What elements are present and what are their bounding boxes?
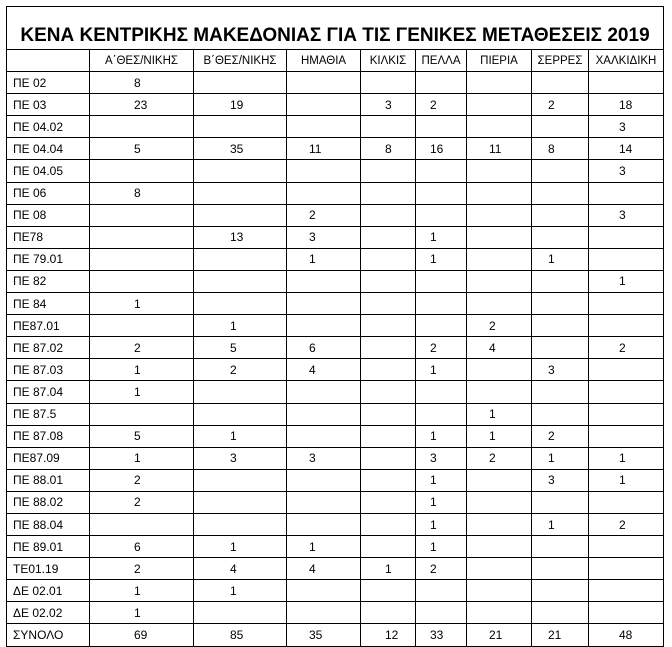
cell-value[interactable]: 3 — [361, 94, 416, 116]
header-row — [7, 50, 664, 72]
cell-value[interactable]: 35 — [194, 138, 287, 160]
row-label[interactable]: ΤΕ01.19 — [7, 558, 90, 580]
cell-value[interactable]: 1 — [361, 558, 416, 580]
cell-value[interactable] — [361, 293, 416, 315]
cell-value[interactable]: 1 — [416, 536, 467, 558]
cell-value[interactable]: 1 — [416, 513, 467, 535]
row-label[interactable]: ΠΕ 08 — [7, 204, 90, 226]
table-row — [7, 580, 664, 602]
column-header[interactable]: ΗΜΑΘΙΑ — [287, 50, 361, 72]
cell-value[interactable] — [532, 293, 589, 315]
cell-value[interactable] — [589, 359, 664, 381]
cell-value[interactable] — [416, 116, 467, 138]
cell-value[interactable]: 12 — [361, 624, 416, 646]
cell-value[interactable]: 2 — [416, 337, 467, 359]
cell-value[interactable]: 3 — [287, 226, 361, 248]
cell-value[interactable] — [416, 270, 467, 292]
spreadsheet — [6, 6, 663, 647]
cell-value[interactable] — [467, 226, 532, 248]
cell-value[interactable] — [361, 447, 416, 469]
cell-value[interactable] — [361, 248, 416, 270]
cell-value[interactable] — [287, 425, 361, 447]
cell-value[interactable] — [361, 425, 416, 447]
table-row — [7, 447, 664, 469]
cell-value[interactable] — [589, 182, 664, 204]
row-label[interactable]: ΠΕ 79.01 — [7, 248, 90, 270]
cell-value[interactable] — [416, 293, 467, 315]
cell-value[interactable] — [287, 270, 361, 292]
cell-value[interactable]: 6 — [287, 337, 361, 359]
cell-value[interactable] — [416, 381, 467, 403]
cell-value[interactable] — [194, 469, 287, 491]
cell-value[interactable]: 3 — [194, 447, 287, 469]
cell-value[interactable] — [361, 204, 416, 226]
cell-value[interactable] — [194, 513, 287, 535]
cell-value[interactable] — [532, 182, 589, 204]
table-row — [7, 293, 664, 315]
cell-value[interactable]: 6 — [90, 536, 194, 558]
cell-value[interactable] — [416, 315, 467, 337]
row-label[interactable]: ΠΕ 87.04 — [7, 381, 90, 403]
cell-value[interactable]: 2 — [532, 94, 589, 116]
cell-value[interactable]: 1 — [589, 447, 664, 469]
cell-value[interactable] — [194, 72, 287, 94]
column-header[interactable]: ΠΕΛΛΑ — [416, 50, 467, 72]
cell-value[interactable]: 1 — [287, 536, 361, 558]
cell-value[interactable]: 2 — [90, 469, 194, 491]
column-header[interactable]: Α΄ΘΕΣ/ΝΙΚΗΣ — [90, 50, 194, 72]
cell-value[interactable]: 4 — [194, 558, 287, 580]
cell-value[interactable] — [90, 270, 194, 292]
cell-value[interactable] — [90, 160, 194, 182]
cell-value[interactable]: 1 — [589, 270, 664, 292]
cell-value[interactable]: 1 — [194, 425, 287, 447]
cell-value[interactable] — [532, 536, 589, 558]
table-row — [7, 160, 664, 182]
cell-value[interactable] — [361, 182, 416, 204]
table-row — [7, 226, 664, 248]
cell-value[interactable]: 1 — [416, 491, 467, 513]
cell-value[interactable] — [287, 315, 361, 337]
row-label[interactable]: ΠΕ 84 — [7, 293, 90, 315]
cell-value[interactable] — [416, 602, 467, 624]
cell-value[interactable] — [287, 381, 361, 403]
row-label[interactable]: ΠΕ 88.02 — [7, 491, 90, 513]
cell-value[interactable] — [90, 116, 194, 138]
cell-value[interactable]: 33 — [416, 624, 467, 646]
cell-value[interactable]: 1 — [416, 359, 467, 381]
row-label[interactable]: ΠΕ 03 — [7, 94, 90, 116]
cell-value[interactable] — [90, 248, 194, 270]
cell-value[interactable]: 2 — [467, 447, 532, 469]
row-label[interactable]: ΠΕ 87.03 — [7, 359, 90, 381]
cell-value[interactable]: 3 — [416, 447, 467, 469]
cell-value[interactable]: 2 — [90, 491, 194, 513]
cell-value[interactable] — [287, 116, 361, 138]
cell-value[interactable] — [90, 226, 194, 248]
cell-value[interactable]: 2 — [90, 558, 194, 580]
cell-value[interactable] — [90, 403, 194, 425]
cell-value[interactable] — [361, 116, 416, 138]
cell-value[interactable]: 2 — [90, 337, 194, 359]
cell-value[interactable] — [361, 469, 416, 491]
cell-value[interactable]: 1 — [416, 425, 467, 447]
vacancies-table — [6, 6, 664, 647]
cell-value[interactable] — [467, 558, 532, 580]
cell-value[interactable] — [361, 270, 416, 292]
cell-value[interactable]: 69 — [90, 624, 194, 646]
cell-value[interactable] — [467, 602, 532, 624]
row-label[interactable]: ΠΕ78 — [7, 226, 90, 248]
cell-value[interactable]: 8 — [532, 138, 589, 160]
cell-value[interactable] — [532, 315, 589, 337]
column-header[interactable]: ΧΑΛΚΙΔΙΚΗ — [589, 50, 664, 72]
cell-value[interactable]: 21 — [467, 624, 532, 646]
total-row — [7, 624, 664, 646]
cell-value[interactable] — [589, 558, 664, 580]
cell-value[interactable] — [467, 359, 532, 381]
cell-value[interactable] — [361, 359, 416, 381]
cell-value[interactable]: 2 — [467, 315, 532, 337]
cell-value[interactable] — [589, 315, 664, 337]
cell-value[interactable]: 2 — [416, 94, 467, 116]
cell-value[interactable]: 23 — [90, 94, 194, 116]
cell-value[interactable] — [287, 72, 361, 94]
cell-value[interactable] — [361, 491, 416, 513]
table-row — [7, 116, 664, 138]
cell-value[interactable] — [361, 580, 416, 602]
cell-value[interactable] — [532, 116, 589, 138]
table-row — [7, 248, 664, 270]
cell-value[interactable]: 1 — [532, 248, 589, 270]
cell-value[interactable]: 13 — [194, 226, 287, 248]
cell-value[interactable]: 1 — [467, 403, 532, 425]
cell-value[interactable]: 1 — [90, 447, 194, 469]
cell-value[interactable] — [361, 226, 416, 248]
cell-value[interactable] — [416, 403, 467, 425]
cell-value[interactable] — [361, 602, 416, 624]
cell-value[interactable] — [589, 536, 664, 558]
cell-value[interactable] — [589, 248, 664, 270]
column-header[interactable]: ΣΕΡΡΕΣ — [532, 50, 589, 72]
cell-value[interactable] — [194, 293, 287, 315]
cell-value[interactable] — [361, 403, 416, 425]
cell-value[interactable]: 18 — [589, 94, 664, 116]
table-row — [7, 337, 664, 359]
cell-value[interactable]: 85 — [194, 624, 287, 646]
table-row — [7, 469, 664, 491]
row-label[interactable]: ΠΕ 87.02 — [7, 337, 90, 359]
cell-value[interactable]: 1 — [90, 293, 194, 315]
cell-value[interactable]: 2 — [287, 204, 361, 226]
row-label[interactable]: ΠΕ 87.08 — [7, 425, 90, 447]
cell-value[interactable]: 3 — [589, 116, 664, 138]
cell-value[interactable] — [532, 403, 589, 425]
cell-value[interactable] — [532, 204, 589, 226]
cell-value[interactable]: 3 — [287, 447, 361, 469]
cell-value[interactable]: 1 — [90, 359, 194, 381]
cell-value[interactable] — [287, 160, 361, 182]
cell-value[interactable] — [589, 72, 664, 94]
cell-value[interactable] — [467, 491, 532, 513]
cell-value[interactable] — [194, 204, 287, 226]
header-corner[interactable] — [7, 50, 90, 72]
cell-value[interactable] — [194, 248, 287, 270]
cell-value[interactable] — [532, 337, 589, 359]
cell-value[interactable] — [467, 94, 532, 116]
cell-value[interactable] — [532, 160, 589, 182]
column-header[interactable]: ΚΙΛΚΙΣ — [361, 50, 416, 72]
cell-value[interactable] — [467, 248, 532, 270]
cell-value[interactable] — [532, 381, 589, 403]
cell-value[interactable]: 35 — [287, 624, 361, 646]
cell-value[interactable] — [416, 204, 467, 226]
cell-value[interactable] — [532, 491, 589, 513]
table-row — [7, 94, 664, 116]
row-label[interactable]: ΠΕ 02 — [7, 72, 90, 94]
cell-value[interactable] — [287, 182, 361, 204]
table-row — [7, 558, 664, 580]
cell-value[interactable]: 3 — [532, 359, 589, 381]
cell-value[interactable]: 1 — [194, 315, 287, 337]
cell-value[interactable] — [416, 160, 467, 182]
cell-value[interactable]: 1 — [194, 536, 287, 558]
cell-value[interactable]: 1 — [416, 226, 467, 248]
cell-value[interactable] — [532, 602, 589, 624]
cell-value[interactable] — [194, 182, 287, 204]
cell-value[interactable] — [589, 580, 664, 602]
cell-value[interactable] — [194, 403, 287, 425]
cell-value[interactable]: 2 — [589, 337, 664, 359]
cell-value[interactable]: 1 — [589, 469, 664, 491]
cell-value[interactable]: 4 — [287, 359, 361, 381]
table-row — [7, 138, 664, 160]
cell-value[interactable] — [467, 513, 532, 535]
row-label[interactable]: ΠΕ 89.01 — [7, 536, 90, 558]
table-row — [7, 72, 664, 94]
row-label[interactable]: ΔΕ 02.02 — [7, 602, 90, 624]
cell-value[interactable]: 2 — [532, 425, 589, 447]
table-row — [7, 359, 664, 381]
table-row — [7, 182, 664, 204]
cell-value[interactable] — [589, 425, 664, 447]
cell-value[interactable] — [532, 558, 589, 580]
cell-value[interactable]: 8 — [361, 138, 416, 160]
row-label[interactable]: ΠΕ 87.5 — [7, 403, 90, 425]
cell-value[interactable] — [287, 602, 361, 624]
cell-value[interactable]: 4 — [467, 337, 532, 359]
cell-value[interactable] — [467, 160, 532, 182]
cell-value[interactable] — [361, 536, 416, 558]
cell-value[interactable] — [532, 270, 589, 292]
column-header[interactable]: Β΄ΘΕΣ/ΝΙΚΗΣ — [194, 50, 287, 72]
cell-value[interactable]: 1 — [532, 513, 589, 535]
table-row — [7, 403, 664, 425]
table-row — [7, 513, 664, 535]
cell-value[interactable] — [467, 293, 532, 315]
cell-value[interactable] — [416, 182, 467, 204]
table-title: ΚΕΝΑ ΚΕΝΤΡΙΚΗΣ ΜΑΚΕΔΟΝΙΑΣ ΓΙΑ ΤΙΣ ΓΕΝΙΚΕΣ ΜΕΤΑΘΕΣΕΙΣ 2019 — [7, 7, 664, 50]
cell-value[interactable] — [361, 315, 416, 337]
cell-value[interactable] — [589, 491, 664, 513]
cell-value[interactable]: 1 — [416, 248, 467, 270]
row-label[interactable]: ΔΕ 02.01 — [7, 580, 90, 602]
table-row — [7, 270, 664, 292]
table-row — [7, 425, 664, 447]
cell-value[interactable]: 5 — [90, 138, 194, 160]
cell-value[interactable]: 1 — [416, 469, 467, 491]
cell-value[interactable] — [90, 315, 194, 337]
cell-value[interactable] — [467, 116, 532, 138]
cell-value[interactable]: 3 — [589, 204, 664, 226]
row-label[interactable]: ΠΕ 88.01 — [7, 469, 90, 491]
cell-value[interactable] — [467, 469, 532, 491]
cell-value[interactable] — [287, 513, 361, 535]
cell-value[interactable]: 19 — [194, 94, 287, 116]
cell-value[interactable] — [467, 270, 532, 292]
cell-value[interactable] — [361, 513, 416, 535]
row-label[interactable]: ΠΕ 04.04 — [7, 138, 90, 160]
table-row — [7, 536, 664, 558]
row-label[interactable]: ΠΕ87.01 — [7, 315, 90, 337]
row-label[interactable]: ΠΕ 06 — [7, 182, 90, 204]
cell-value[interactable] — [467, 72, 532, 94]
cell-value[interactable] — [589, 403, 664, 425]
cell-value[interactable]: 16 — [416, 138, 467, 160]
cell-value[interactable] — [467, 381, 532, 403]
cell-value[interactable]: 1 — [532, 447, 589, 469]
cell-value[interactable] — [532, 580, 589, 602]
cell-value[interactable] — [361, 337, 416, 359]
cell-value[interactable]: 2 — [194, 359, 287, 381]
cell-value[interactable]: 1 — [90, 381, 194, 403]
cell-value[interactable]: 4 — [287, 558, 361, 580]
cell-value[interactable] — [467, 204, 532, 226]
cell-value[interactable]: 3 — [589, 160, 664, 182]
table-body — [7, 72, 664, 646]
cell-value[interactable] — [467, 182, 532, 204]
cell-value[interactable] — [194, 381, 287, 403]
row-label[interactable]: ΠΕ 82 — [7, 270, 90, 292]
cell-value[interactable] — [361, 72, 416, 94]
cell-value[interactable]: 48 — [589, 624, 664, 646]
cell-value[interactable] — [361, 160, 416, 182]
cell-value[interactable] — [194, 602, 287, 624]
cell-value[interactable]: 21 — [532, 624, 589, 646]
cell-value[interactable]: 2 — [589, 513, 664, 535]
row-label[interactable]: ΠΕ87.09 — [7, 447, 90, 469]
cell-value[interactable] — [194, 491, 287, 513]
cell-value[interactable] — [287, 491, 361, 513]
cell-value[interactable] — [194, 160, 287, 182]
cell-value[interactable] — [467, 580, 532, 602]
row-label[interactable]: ΠΕ 88.04 — [7, 513, 90, 535]
cell-value[interactable]: 3 — [532, 469, 589, 491]
row-label[interactable]: ΠΕ 04.02 — [7, 116, 90, 138]
cell-value[interactable] — [287, 94, 361, 116]
cell-value[interactable] — [589, 226, 664, 248]
table-row — [7, 491, 664, 513]
cell-value[interactable] — [90, 513, 194, 535]
cell-value[interactable] — [416, 580, 467, 602]
cell-value[interactable] — [361, 381, 416, 403]
cell-value[interactable]: 14 — [589, 138, 664, 160]
cell-value[interactable]: 5 — [194, 337, 287, 359]
cell-value[interactable] — [532, 72, 589, 94]
cell-value[interactable] — [416, 72, 467, 94]
cell-value[interactable]: 1 — [287, 248, 361, 270]
table-row — [7, 315, 664, 337]
cell-value[interactable]: 11 — [287, 138, 361, 160]
cell-value[interactable] — [287, 403, 361, 425]
cell-value[interactable]: 2 — [416, 558, 467, 580]
table-row — [7, 204, 664, 226]
row-label[interactable]: ΣΥΝΟΛΟ — [7, 624, 90, 646]
column-header[interactable]: ΠΙΕΡΙΑ — [467, 50, 532, 72]
cell-value[interactable] — [194, 116, 287, 138]
cell-value[interactable]: 8 — [90, 72, 194, 94]
cell-value[interactable]: 11 — [467, 138, 532, 160]
cell-value[interactable]: 8 — [90, 182, 194, 204]
cell-value[interactable] — [589, 381, 664, 403]
cell-value[interactable] — [194, 270, 287, 292]
row-label[interactable]: ΠΕ 04.05 — [7, 160, 90, 182]
cell-value[interactable] — [90, 204, 194, 226]
title-row — [7, 7, 664, 50]
cell-value[interactable] — [287, 293, 361, 315]
cell-value[interactable]: 1 — [467, 425, 532, 447]
table-row — [7, 381, 664, 403]
cell-value[interactable]: 1 — [90, 580, 194, 602]
table-row — [7, 602, 664, 624]
cell-value[interactable] — [589, 293, 664, 315]
cell-value[interactable]: 1 — [90, 602, 194, 624]
cell-value[interactable]: 1 — [194, 580, 287, 602]
cell-value[interactable] — [532, 226, 589, 248]
cell-value[interactable] — [287, 580, 361, 602]
cell-value[interactable] — [467, 536, 532, 558]
cell-value[interactable] — [287, 469, 361, 491]
cell-value[interactable]: 5 — [90, 425, 194, 447]
cell-value[interactable] — [589, 602, 664, 624]
